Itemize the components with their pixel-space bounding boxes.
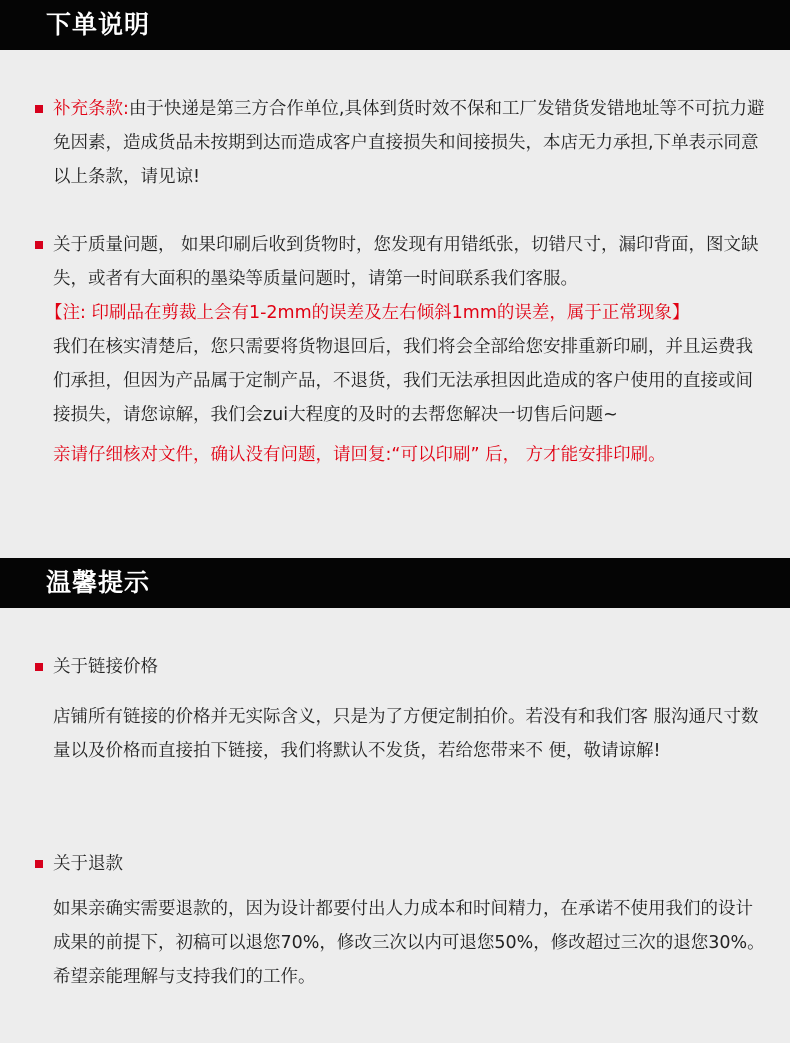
return-policy-text: 我们在核实清楚后，您只需要将货物退回后，我们将会全部给您安排重新印刷，并且运费我们承担，但因为产品属于定制产品，不退货，我们无法承担因此造成的客户使用的直接或间接损失，请您谅解，我们会zui大程度的及时的去帮您解决一切售后问题~ <box>53 337 753 425</box>
bullet-icon <box>35 860 43 868</box>
terms-label: 补充条款: <box>53 99 129 119</box>
section-header-order-instructions <box>0 0 790 50</box>
supplementary-terms <box>53 92 768 194</box>
bullet-icon <box>35 663 43 671</box>
terms-text: 由于快递是第三方合作单位,具体到货时效不保和工厂发错货发错地址等不可抗力避免因素，造成货品未按期到达而造成客户直接损失和间接损失，本店无力承担,下单表示同意以上条款，请见谅! <box>53 99 765 187</box>
refund-text: 如果亲确实需要退款的，因为设计都要付出人力成本和时间精力，在承诺不使用我们的设计成果的前提下，初稿可以退您70%，修改三次以内可退您50%，修改超过三次的退您30%。希望亲能理解与支持我们的工作。 <box>53 899 765 987</box>
quality-text: 关于质量问题， 如果印刷后收到货物时，您发现有用错纸张，切错尺寸，漏印背面，图文缺失，或者有大面积的墨染等质量问题时，请第一时间联系我们客服。 <box>53 235 759 289</box>
section-title: 下单说明 <box>46 10 151 39</box>
tolerance-note: 【注: 印刷品在剪裁上会有1-2mm的误差及左右倾斜1mm的误差，属于正常现象】 <box>45 303 690 323</box>
section-header-warm-tips <box>0 558 790 608</box>
link-price-heading: 关于链接价格 <box>53 657 158 677</box>
section-title: 温馨提示 <box>46 568 151 597</box>
confirm-print-note: 亲请仔细核对文件，确认没有问题，请回复:“可以印刷” 后， 方才能安排印刷。 <box>53 445 666 465</box>
bullet-icon <box>35 105 43 113</box>
bullet-icon <box>35 241 43 249</box>
refund-heading: 关于退款 <box>53 854 123 874</box>
quality-issues <box>45 228 768 472</box>
link-price-text: 店铺所有链接的价格并无实际含义，只是为了方便定制拍价。若没有和我们客 服沟通尺寸数量以及价格而直接拍下链接，我们将默认不发货，若给您带来不 便，敬请谅解! <box>53 707 759 761</box>
